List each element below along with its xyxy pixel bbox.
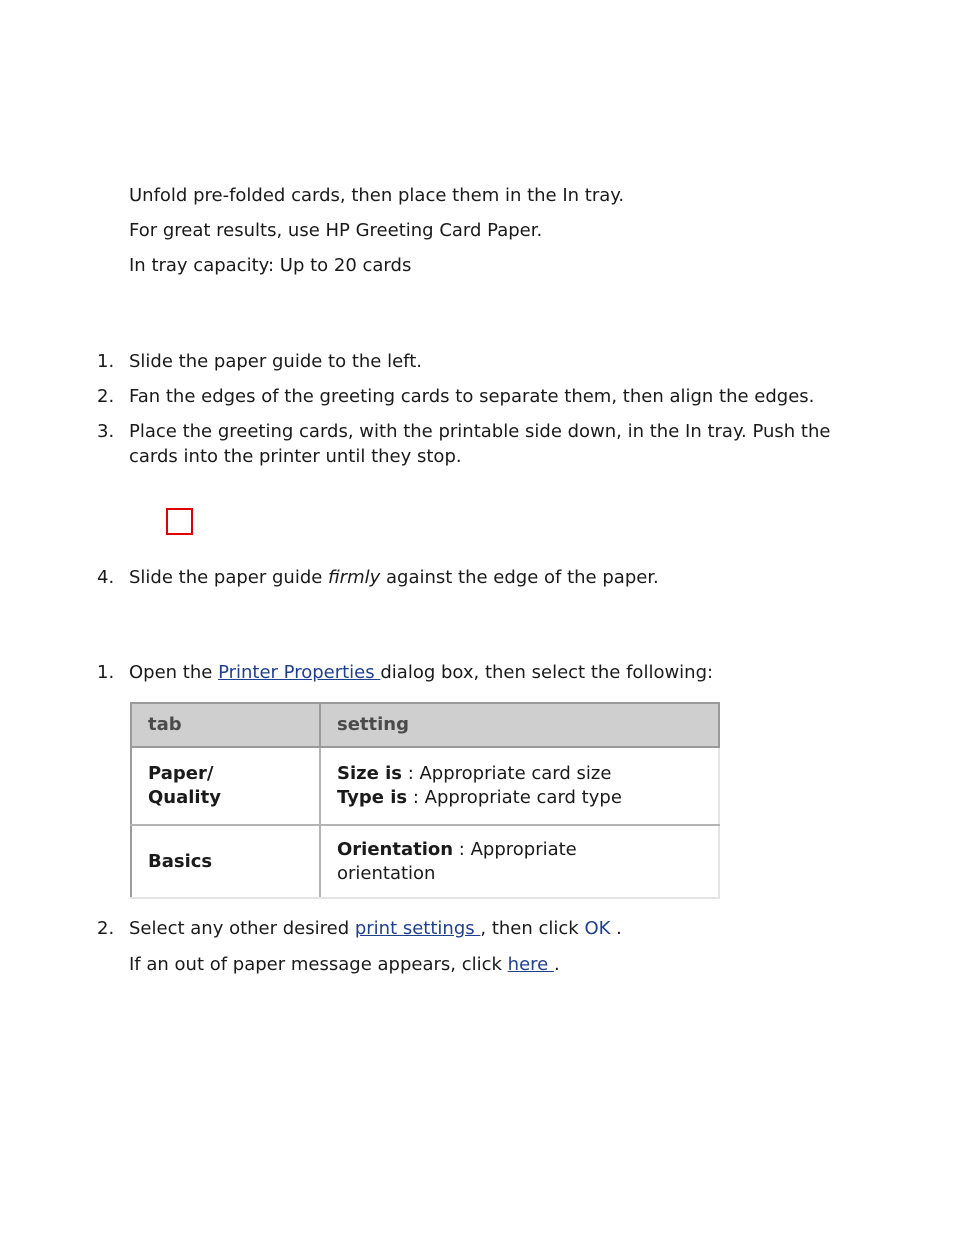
broken-image-icon	[166, 508, 193, 535]
load-step-4	[129, 566, 659, 590]
setting-orientation	[337, 838, 702, 862]
load-step-4-text-end: against the edge of the paper.	[380, 567, 659, 588]
print-step-1-text: Open the	[129, 662, 219, 683]
ok-link[interactable]: OK	[584, 918, 611, 939]
step-number: 3.	[97, 421, 115, 442]
intro-line-unfold: Unfold pre-folded cards, then place them in the In tray.	[129, 185, 625, 206]
setting-orientation-cont: orientation	[337, 862, 436, 884]
header-tab: tab	[131, 703, 320, 747]
emphasis-firmly: firmly	[328, 567, 381, 588]
step-number: 1.	[97, 351, 115, 372]
settings-table	[130, 702, 720, 899]
load-step-3-line-1: Place the greeting cards, with the printable side down, in the In tray. Push the	[129, 421, 831, 442]
setting-size	[337, 762, 702, 786]
out-of-paper-text-end: .	[553, 954, 560, 975]
print-step-1-text-end: dialog box, then select the following:	[380, 662, 714, 683]
setting-label: Type is	[337, 787, 408, 808]
header-setting: setting	[320, 703, 719, 747]
load-step-2: Fan the edges of the greeting cards to separate them, then align the edges.	[129, 386, 815, 407]
here-link[interactable]: here	[507, 954, 554, 975]
table-header-row	[131, 703, 719, 747]
table-row	[131, 825, 719, 898]
setting-value: : Appropriate	[453, 838, 577, 860]
print-step-1	[129, 661, 713, 685]
tab-cell-paper-quality	[131, 747, 320, 825]
print-settings-link[interactable]: print settings	[354, 918, 481, 939]
intro-line-capacity: In tray capacity: Up to 20 cards	[129, 255, 412, 276]
print-step-2	[129, 917, 622, 941]
load-step-4-text: Slide the paper guide	[129, 567, 329, 588]
printer-properties-link[interactable]: Printer Properties	[218, 662, 381, 683]
setting-type	[337, 786, 702, 810]
print-step-2-text: Select any other desired	[129, 918, 355, 939]
tab-name-line: Quality	[148, 787, 221, 808]
tab-cell-basics: Basics	[131, 825, 320, 898]
load-step-1: Slide the paper guide to the left.	[129, 351, 422, 372]
tab-name-line: Paper/	[148, 763, 214, 784]
step-number: 2.	[97, 918, 115, 939]
step-number: 2.	[97, 386, 115, 407]
load-step-3-line-2: cards into the printer until they stop.	[129, 446, 462, 467]
setting-label: Size is	[337, 763, 402, 784]
out-of-paper-text: If an out of paper message appears, click	[129, 954, 508, 975]
setting-cell-paper-quality	[320, 747, 719, 825]
setting-value: : Appropriate card type	[407, 787, 622, 808]
print-step-2-text-end: .	[610, 918, 622, 939]
setting-value: : Appropriate card size	[401, 763, 612, 784]
intro-line-paper-tip: For great results, use HP Greeting Card Paper.	[129, 220, 543, 241]
out-of-paper-note	[129, 953, 560, 977]
setting-cell-basics	[320, 825, 719, 898]
print-step-2-text-mid: , then click	[480, 918, 585, 939]
step-number: 4.	[97, 567, 115, 588]
table-row	[131, 747, 719, 825]
step-number: 1.	[97, 662, 115, 683]
setting-label: Orientation	[337, 838, 454, 860]
